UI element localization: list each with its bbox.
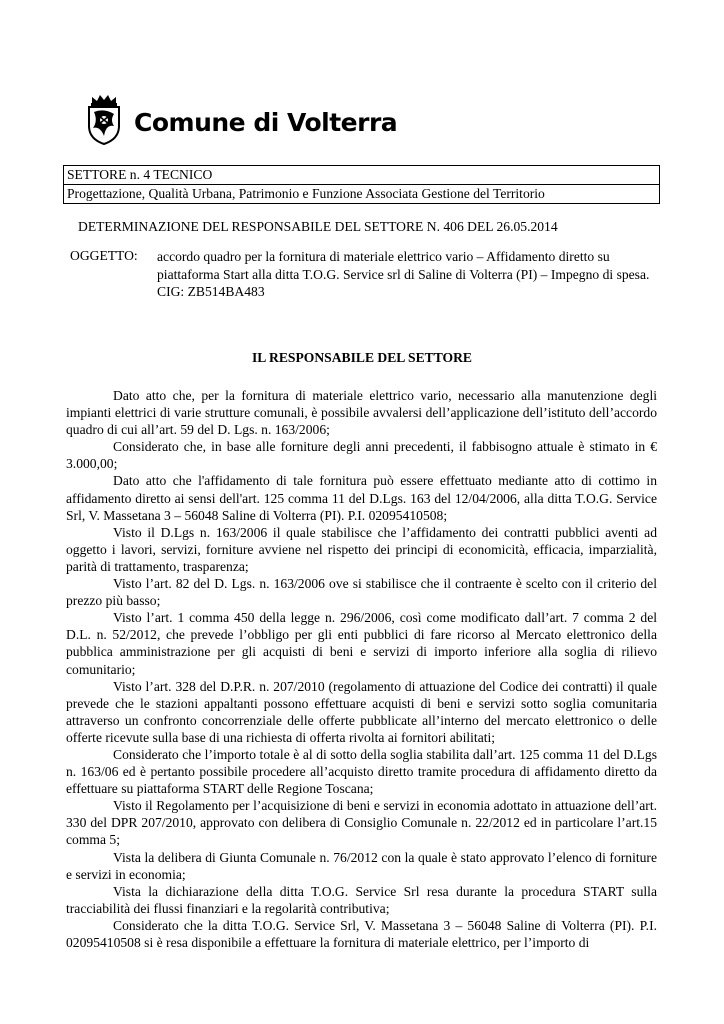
paragraph: Visto il Regolamento per l’acquisizione di beni e servizi in economia adottato in attuazione dell’art. 330 del DPR 207/2010, approvato con delibera di Consiglio Comunale n. 22/2012 ed in particolare l’art.15 comma 5; xyxy=(66,798,657,848)
paragraph: Dato atto che, per la fornitura di materiale elettrico vario, necessario alla manutenzione degli impianti elettrici di varie strutture comunali, è possibile avvalersi dell’applicazione dell’istituto dell’accordo quadro di cui all’art. 59 del D. Lgs. n. 163/2006; xyxy=(66,388,657,438)
paragraph: Visto l’art. 328 del D.P.R. n. 207/2010 (regolamento di attuazione del Codice dei contratti) il quale prevede che le stazioni appaltanti possono effettuare acquisti di beni e servizi sotto soglia comunitaria attraverso un confronto concorrenziale delle offerte pubblicate all’interno del mercato elettronico o delle offerte ricevute sulla base di una richiesta di offerta rivolta ai fornitori abilitati; xyxy=(66,678,657,745)
org-name: Comune di Volterra xyxy=(134,108,398,137)
paragraph: Considerato che la ditta T.O.G. Service Srl, V. Massetana 3 – 56048 Saline di Volterra (PI). P.I. 02095410508 si è resa disponibile a effettuare la fornitura di materiale elettrico, per l’importo di xyxy=(66,917,657,950)
sector-table xyxy=(63,165,660,204)
paragraph: Visto l’art. 1 comma 450 della legge n. 296/2006, così come modificato dall’art. 7 comma 2 del D.L. n. 52/2012, che prevede l’obbligo per gli enti pubblici di fare ricorso al Mercato elettronico della pubblica amministrazione per gli acquisti di beni e servizi di importo inferiore alla soglia di rilievo comunitario; xyxy=(66,610,657,677)
sector-line-2: Progettazione, Qualità Urbana, Patrimonio e Funzione Associata Gestione del Territorio xyxy=(64,184,659,203)
subject-cig: CIG: ZB514BA483 xyxy=(157,284,265,300)
subject-text: accordo quadro per la fornitura di materiale elettrico vario – Affidamento diretto su piattaforma Start alla ditta T.O.G. Service srl di Saline di Volterra (PI) – Impegno di spesa. xyxy=(157,249,650,282)
subject-label: OGGETTO: xyxy=(70,248,138,263)
subject-body xyxy=(157,248,657,301)
body-text xyxy=(66,387,657,951)
determination-title: DETERMINAZIONE DEL RESPONSABILE DEL SETTORE N. 406 DEL 26.05.2014 xyxy=(78,219,558,234)
paragraph: Visto l’art. 82 del D. Lgs. n. 163/2006 ove si stabilisce che il contraente è scelto con il criterio del prezzo più basso; xyxy=(66,576,657,609)
letterhead xyxy=(84,92,424,150)
paragraph: Dato atto che l'affidamento di tale fornitura può essere effettuato mediante atto di cottimo in affidamento diretto ai sensi dell'art. 125 comma 11 del D.Lgs. 163 del 12/04/2006, alla ditta T.O.G. Service Srl, V. Massetana 3 – 56048 Saline di Volterra (PI). P.I. 02095410508; xyxy=(66,473,657,523)
paragraph: Considerato che, in base alle forniture degli anni precedenti, il fabbisogno attuale è stimato in € 3.000,00; xyxy=(66,439,657,472)
paragraph: Visto il D.Lgs n. 163/2006 il quale stabilisce che l’affidamento dei contratti pubblici aventi ad oggetto i lavori, servizi, forniture avviene nel rispetto dei principi di economicità, efficacia, imparzialità, parità di trattamento, trasparenza; xyxy=(66,524,657,574)
volterra-crest-icon xyxy=(84,92,124,146)
sector-line-1: SETTORE n. 4 TECNICO xyxy=(67,167,213,182)
section-heading: IL RESPONSABILE DEL SETTORE xyxy=(252,350,472,365)
paragraph: Considerato che l’importo totale è al di sotto della soglia stabilita dall’art. 125 comma 11 del D.Lgs n. 163/06 ed è pertanto possibile procedere all’acquisto diretto tramite procedura di affidamento diretto da effettuare su piattaforma START delle Regione Toscana; xyxy=(66,746,657,797)
paragraph: Vista la delibera di Giunta Comunale n. 76/2012 con la quale è stato approvato l’elenco di forniture e servizi in economia; xyxy=(66,849,657,882)
paragraph: Vista la dichiarazione della ditta T.O.G. Service Srl resa durante la procedura START sulla tracciabilità dei flussi finanziari e la regolarità contributiva; xyxy=(66,883,657,916)
